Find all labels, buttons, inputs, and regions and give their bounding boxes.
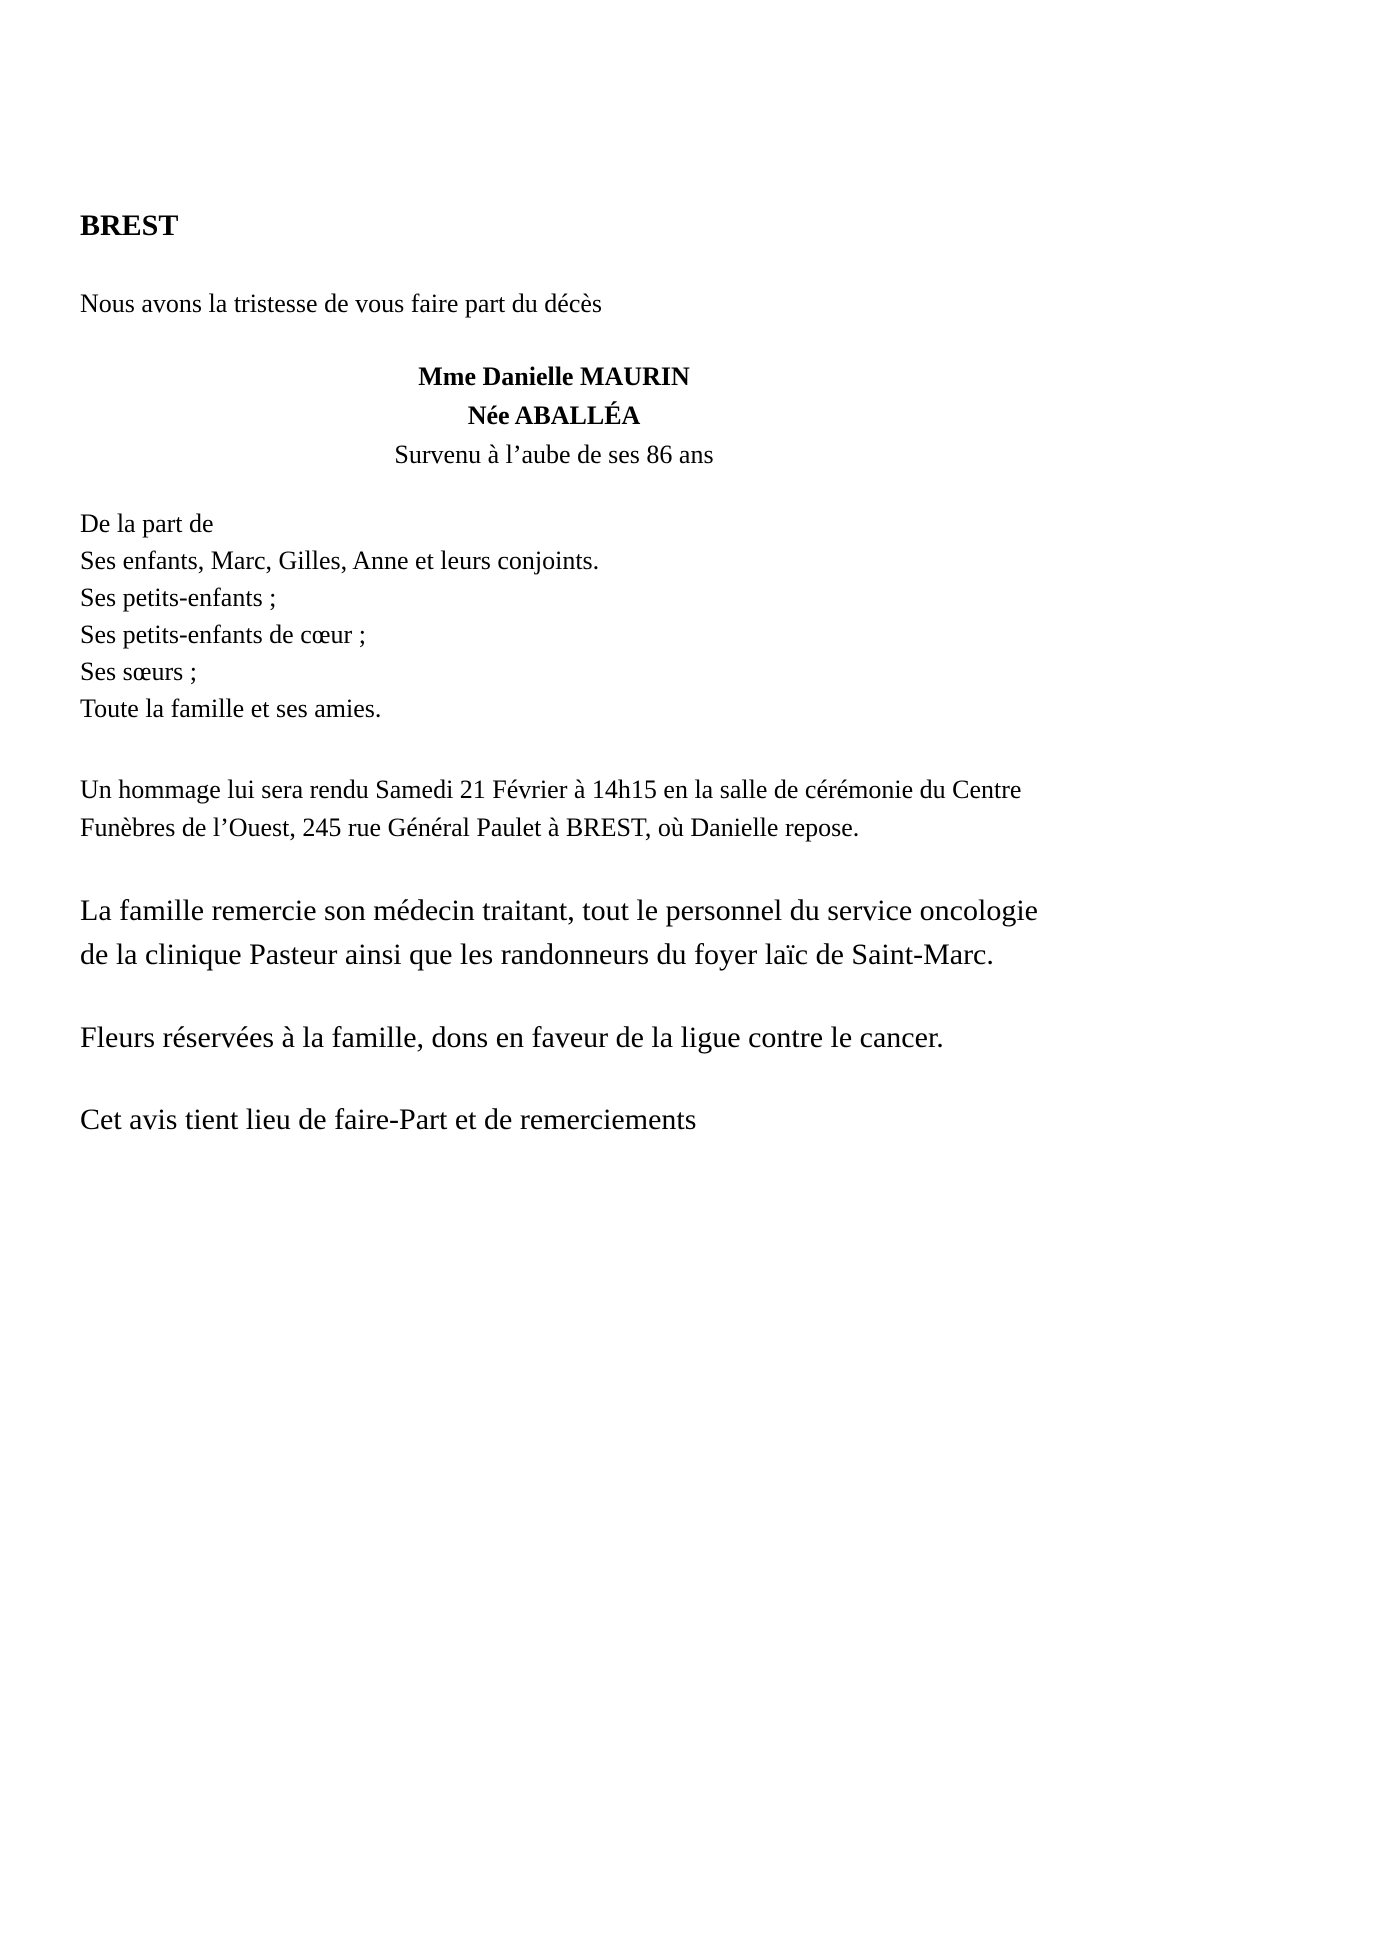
thanks-paragraph xyxy=(80,889,1038,977)
flowers-line: Fleurs réservées à la famille, dons en faveur de la ligue contre le cancer. xyxy=(80,1021,944,1054)
ceremony-line: Un hommage lui sera rendu Samedi 21 Février à 14h15 en la salle de cérémonie du Centre xyxy=(80,775,1022,804)
ceremony-line: Funèbres de l’Ouest, 245 rue Général Paulet à BREST, où Danielle repose. xyxy=(80,813,860,842)
deceased-age-line: Survenu à l’aube de ses 86 ans xyxy=(394,440,714,469)
family-member-line: Ses petits-enfants ; xyxy=(80,583,277,612)
ceremony-paragraph xyxy=(80,771,1028,847)
family-member-line: Ses enfants, Marc, Gilles, Anne et leurs conjoints. xyxy=(80,546,600,575)
intro-line: Nous avons la tristesse de vous faire part du décès xyxy=(80,289,603,318)
notice-content xyxy=(0,0,1038,1142)
deceased-maiden-name: Née ABALLÉA xyxy=(467,401,641,430)
deceased-name: Mme Danielle MAURIN xyxy=(418,362,690,391)
family-member-line: Ses sœurs ; xyxy=(80,657,198,686)
deceased-block xyxy=(80,357,1028,474)
family-member-line: Ses petits-enfants de cœur ; xyxy=(80,620,366,649)
closing-line: Cet avis tient lieu de faire-Part et de remerciements xyxy=(80,1103,697,1136)
family-block xyxy=(80,505,1028,727)
family-lead: De la part de xyxy=(80,509,214,538)
thanks-line: de la clinique Pasteur ainsi que les randonneurs du foyer laïc de Saint-Marc. xyxy=(80,938,994,971)
family-member-line: Toute la famille et ses amies. xyxy=(80,694,382,723)
city-heading: BREST xyxy=(80,209,179,242)
thanks-line: La famille remercie son médecin traitant, tout le personnel du service oncologie xyxy=(80,894,1038,927)
